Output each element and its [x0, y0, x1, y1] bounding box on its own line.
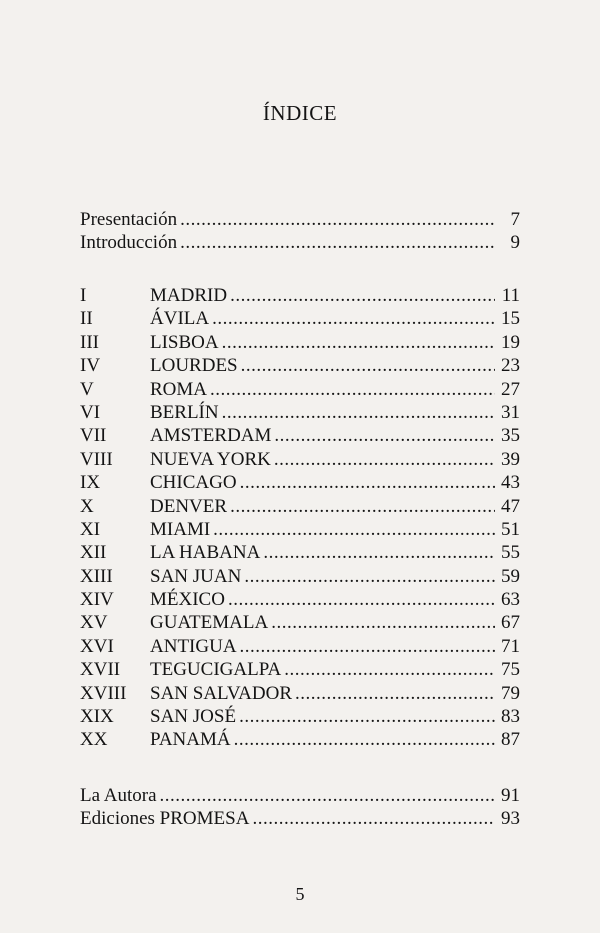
dot-leader — [160, 785, 495, 807]
chapter-title: ÁVILA — [150, 308, 210, 330]
chapter-title: AMSTERDAM — [150, 425, 272, 447]
chapter-entry[interactable] — [80, 355, 520, 378]
dot-leader — [212, 308, 495, 330]
dot-leader — [263, 542, 495, 564]
chapter-entry[interactable] — [80, 659, 520, 682]
dot-leader — [180, 209, 495, 231]
chapter-numeral: XVIII — [80, 682, 127, 704]
chapter-title: SAN JUAN — [150, 565, 242, 587]
chapter-entry[interactable] — [80, 332, 520, 355]
back-matter-list — [80, 785, 520, 832]
chapter-page: 23 — [501, 355, 520, 377]
chapter-title: MADRID — [150, 285, 228, 306]
chapter-page: 35 — [501, 425, 520, 447]
toc-entry-page: 7 — [510, 209, 520, 230]
chapter-numeral: III — [80, 331, 99, 353]
chapter-numeral: VI — [80, 401, 101, 423]
chapter-numeral: VII — [80, 425, 107, 447]
chapter-page: 15 — [501, 308, 520, 330]
chapter-list — [80, 285, 520, 753]
toc-entry-ediciones-promesa[interactable] — [80, 808, 520, 831]
chapter-entry[interactable] — [80, 612, 520, 635]
chapter-page: 83 — [501, 706, 520, 728]
page-title: ÍNDICE — [262, 101, 338, 125]
chapter-numeral: VIII — [80, 448, 113, 470]
dot-leader — [222, 332, 495, 354]
dot-leader — [274, 425, 495, 447]
chapter-page: 59 — [501, 565, 520, 587]
dot-leader — [222, 402, 495, 424]
dot-leader — [239, 706, 495, 728]
chapter-page: 87 — [501, 729, 520, 751]
chapter-numeral: II — [80, 308, 93, 330]
dot-leader — [228, 589, 495, 611]
chapter-title: BERLÍN — [150, 401, 219, 423]
toc-entry-presentacion[interactable] — [80, 209, 520, 232]
chapter-page: 75 — [501, 659, 520, 681]
chapter-page: 11 — [501, 285, 520, 306]
dot-leader — [284, 659, 495, 681]
chapter-title: PANAMÁ — [150, 729, 231, 751]
chapter-title: ANTIGUA — [150, 635, 237, 657]
toc-entry-label: La Autora — [80, 785, 157, 806]
dot-leader — [240, 636, 495, 658]
chapter-numeral: XIV — [80, 589, 114, 611]
chapter-entry[interactable] — [80, 402, 520, 425]
chapter-numeral: XV — [80, 612, 108, 634]
front-matter-list — [80, 209, 520, 256]
chapter-title: NUEVA YORK — [150, 448, 271, 470]
chapter-entry[interactable] — [80, 683, 520, 706]
chapter-page: 79 — [501, 682, 520, 704]
chapter-title: CHICAGO — [150, 472, 237, 494]
toc-entry-label: Ediciones PROMESA — [80, 808, 250, 830]
chapter-numeral: XII — [80, 542, 107, 564]
chapter-entry[interactable] — [80, 566, 520, 589]
chapter-page: 51 — [501, 518, 520, 540]
chapter-numeral: XVI — [80, 635, 114, 657]
chapter-title: GUATEMALA — [150, 612, 269, 634]
chapter-title: DENVER — [150, 495, 228, 517]
dot-leader — [240, 472, 495, 494]
chapter-page: 43 — [501, 472, 520, 494]
chapter-numeral: V — [80, 378, 94, 400]
dot-leader — [271, 612, 495, 634]
chapter-page: 47 — [501, 495, 520, 517]
dot-leader — [274, 449, 495, 471]
chapter-numeral: XVII — [80, 659, 121, 681]
chapter-title: MÉXICO — [150, 589, 225, 611]
chapter-title: ROMA — [150, 378, 208, 400]
chapter-numeral: XX — [80, 729, 108, 751]
dot-leader — [241, 355, 495, 377]
chapter-title: LA HABANA — [150, 542, 261, 564]
toc-entry-page: 9 — [510, 232, 520, 254]
chapter-entry[interactable] — [80, 706, 520, 729]
chapter-entry[interactable] — [80, 496, 520, 519]
chapter-page: 71 — [501, 635, 520, 657]
chapter-page: 55 — [501, 542, 520, 564]
dot-leader — [244, 566, 495, 588]
chapter-entry[interactable] — [80, 542, 520, 565]
chapter-numeral: IV — [80, 355, 101, 377]
chapter-entry[interactable] — [80, 472, 520, 495]
chapter-title: LOURDES — [150, 355, 238, 377]
chapter-entry[interactable] — [80, 636, 520, 659]
toc-entry-page: 91 — [501, 785, 520, 806]
chapter-numeral: X — [80, 495, 94, 517]
chapter-page: 67 — [501, 612, 520, 634]
chapter-title: SAN JOSÉ — [150, 706, 237, 728]
toc-entry-introduccion[interactable] — [80, 232, 520, 255]
dot-leader — [230, 285, 495, 307]
toc-entry-page: 93 — [501, 808, 520, 830]
chapter-title: LISBOA — [150, 331, 219, 353]
chapter-page: 39 — [501, 448, 520, 470]
dot-leader — [213, 519, 495, 541]
dot-leader — [234, 729, 495, 751]
dot-leader — [230, 496, 495, 518]
dot-leader — [180, 232, 495, 254]
chapter-entry[interactable] — [80, 425, 520, 448]
chapter-entry[interactable] — [80, 589, 520, 612]
toc-entry-la-autora[interactable] — [80, 785, 520, 808]
toc-entry-label: Presentación — [80, 209, 178, 230]
chapter-entry[interactable] — [80, 729, 520, 752]
dot-leader — [295, 683, 495, 705]
chapter-page: 63 — [501, 589, 520, 611]
chapter-entry[interactable] — [80, 449, 520, 472]
chapter-entry[interactable] — [80, 285, 520, 308]
chapter-entry[interactable] — [80, 308, 520, 331]
page-number: 5 — [295, 884, 305, 904]
chapter-title: TEGUCIGALPA — [150, 659, 282, 681]
chapter-title: SAN SALVADOR — [150, 682, 293, 704]
chapter-numeral: XI — [80, 518, 101, 540]
chapter-numeral: XIII — [80, 565, 113, 587]
chapter-page: 27 — [501, 378, 520, 400]
chapter-entry[interactable] — [80, 519, 520, 542]
chapter-numeral: I — [80, 285, 87, 306]
chapter-numeral: IX — [80, 472, 101, 494]
toc-entry-label: Introducción — [80, 232, 178, 254]
dot-leader — [210, 379, 495, 401]
chapter-numeral: XIX — [80, 706, 114, 728]
dot-leader — [252, 808, 495, 830]
chapter-page: 19 — [501, 331, 520, 353]
chapter-title: MIAMI — [150, 518, 211, 540]
chapter-entry[interactable] — [80, 379, 520, 402]
chapter-page: 31 — [501, 401, 520, 423]
